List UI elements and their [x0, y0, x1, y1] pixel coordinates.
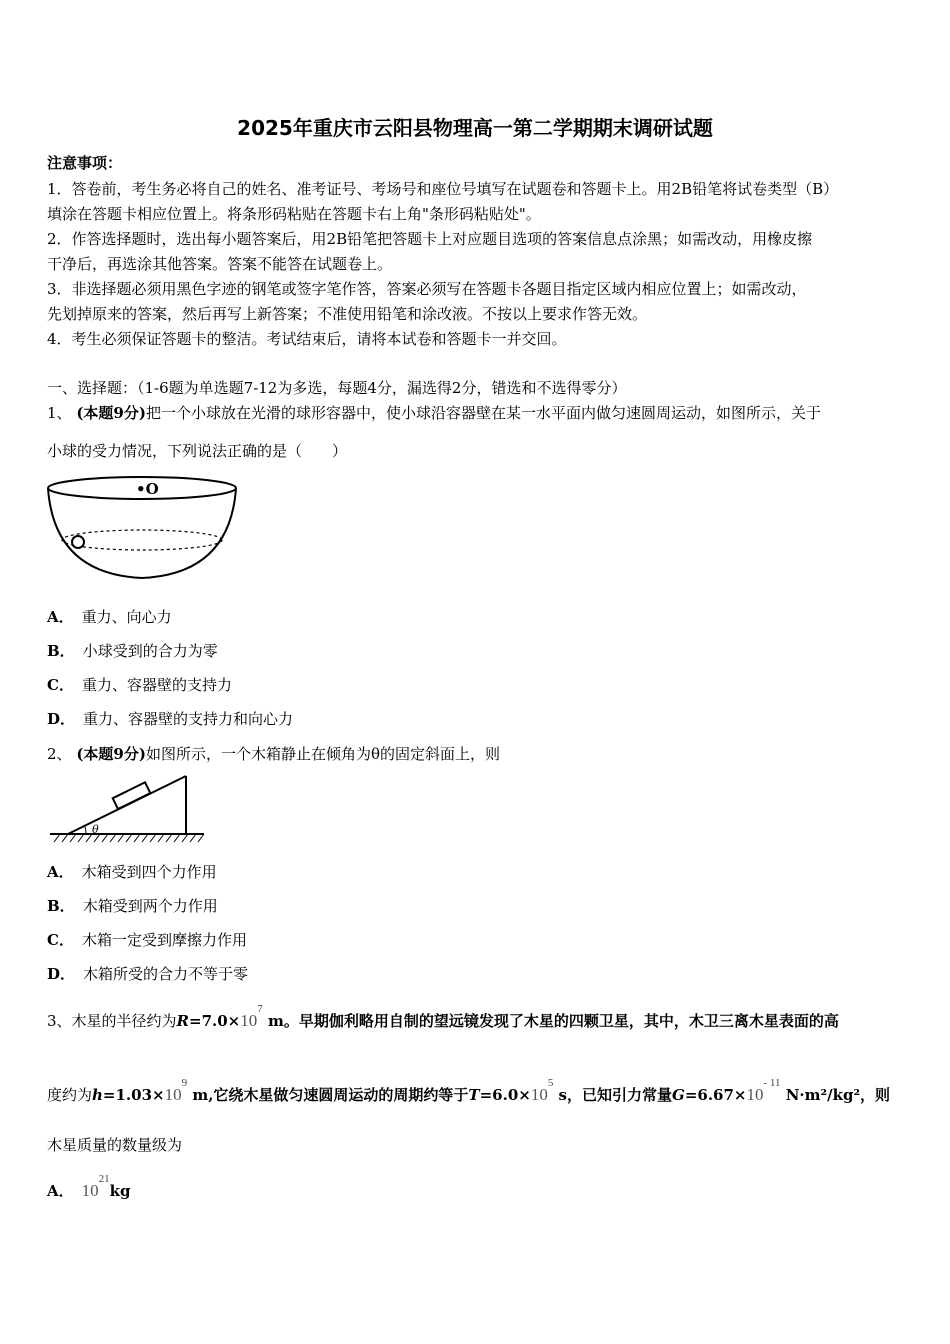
option-d[interactable]: D． 木箱所受的合力不等于零	[47, 965, 249, 983]
notice-heading: 注意事项：	[47, 154, 123, 172]
question-3-line-2: 度约为$h=1.03\times 10^9$ m,它绕木星做匀速圆周运动的周期约等于$T=6.0\times 10^5$ s，已知引力常量$G=6.67\times 10^{- 11}$ N·m²/kg²，则	[47, 1077, 891, 1104]
option-c[interactable]: C． 重力、容器壁的支持力	[47, 676, 232, 694]
question-text: 如图所示，一个木箱静止在倾角为θ的固定斜面上，则	[145, 745, 501, 763]
box-icon	[113, 782, 151, 809]
ball-icon	[72, 536, 84, 548]
incline-figure	[46, 772, 208, 846]
bowl-figure	[44, 474, 244, 584]
question-tag: (本题9分)	[76, 745, 146, 763]
notice-line: 先划掉原来的答案，然后再写上新答案；不准使用铅笔和涂改液。不按以上要求作答无效。	[47, 305, 648, 323]
section-heading: 一、选择题：（1-6题为单选题7-12为多选，每题4分，漏选得2分，错选和不选得零分）	[47, 379, 627, 397]
question-1-line-2: 小球的受力情况，下列说法正确的是（ ）	[47, 442, 348, 460]
question-tag: (本题9分)	[76, 404, 146, 422]
question-2-line	[47, 743, 500, 764]
notice-line: 4．考生必须保证答题卡的整洁。考试结束后，请将本试卷和答题卡一并交回。	[47, 330, 567, 348]
option-a[interactable]: A． 木箱受到四个力作用	[47, 863, 217, 881]
option-a[interactable]: A． $10^{21}kg$	[47, 1173, 131, 1200]
angle-label: θ	[92, 823, 99, 836]
option-a[interactable]: A． 重力、向心力	[47, 608, 172, 626]
question-number: 1、	[47, 404, 72, 422]
option-d[interactable]: D． 重力、容器壁的支持力和向心力	[47, 710, 294, 728]
question-number: 2、	[47, 745, 72, 763]
notice-line: 2．作答选择题时，选出每小题答案后，用2B铅笔把答题卡上对应题目选项的答案信息点涂黑；如需改动，用橡皮擦	[47, 230, 813, 248]
option-b[interactable]: B． 小球受到的合力为零	[47, 642, 218, 660]
center-label: •O	[136, 480, 159, 498]
notice-line: 干净后，再选涂其他答案。答案不能答在试题卷上。	[47, 255, 393, 273]
page-title: 2025年重庆市云阳县物理高一第二学期期末调研试题	[237, 116, 713, 140]
question-1-line-1	[47, 402, 821, 423]
option-c[interactable]: C． 木箱一定受到摩擦力作用	[47, 931, 247, 949]
question-3-line-3: 木星质量的数量级为	[47, 1136, 183, 1154]
notice-line: 3．非选择题必须用黑色字迹的钢笔或签字笔作答，答案必须写在答题卡各题目指定区域内相应位置上；如需改动，	[47, 280, 807, 298]
notice-line: 1．答卷前，考生务必将自己的姓名、准考证号、考场号和座位号填写在试题卷和答题卡上。用2B铅笔将试卷类型（B）	[47, 180, 839, 198]
question-text: 把一个小球放在光滑的球形容器中，使小球沿容器壁在某一水平面内做匀速圆周运动，如图所示，关于	[145, 404, 821, 422]
notice-line: 填涂在答题卡相应位置上。将条形码粘贴在答题卡右上角"条形码粘贴处"。	[47, 205, 541, 223]
option-b[interactable]: B． 木箱受到两个力作用	[47, 897, 218, 915]
question-3-line-1: 3、木星的半径约为$R=7.0\times 10^7$ m。早期伽利略用自制的望远镜发现了木星的四颗卫星，其中，木卫三离木星表面的高	[47, 1003, 839, 1030]
